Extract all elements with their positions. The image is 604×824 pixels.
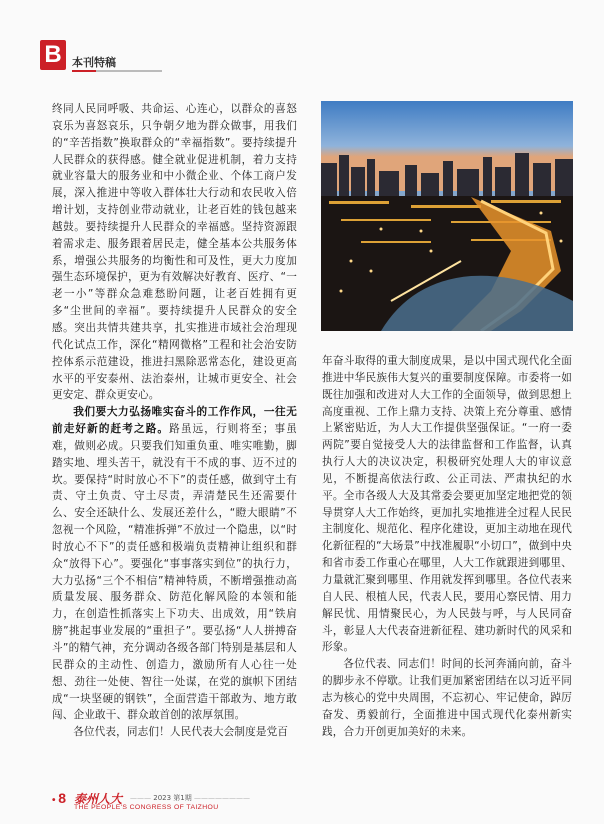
magazine-english-name: THE PEOPLE'S CONGRESS OF TAIZHOU xyxy=(74,804,219,811)
left-text-column xyxy=(52,101,297,741)
paragraph: 终同人民同呼吸、共命运、心连心，以群众的喜怒哀乐为喜怒哀乐，只争朝夕地为群众做事，用我们的“辛苦指数”换取群众的“幸福指数”。要持续提升人民群众的获得感。健全就业促进机制，着力支持就业容量大的服务业和中小微企业、个体工商户发展，深入推进中等收入群体壮大行动和农民收入倍增计划，支持创业带动就业，让老百姓的钱包越来越鼓。要持续提升人民群众的幸福感。坚持资源跟着需求走、服务跟着居民走，健全基本公共服务体系，增强公共服务的均衡性和可及性，更大力度加强生态环境保护，更为有效解决好教育、医疗、“一老一小”等群众急难愁盼问题，让老百姓拥有更多“尘世间的幸福”。要持续提升人民群众的安全感。突出共情共建共享，扎实推进市域社会治理现代化试点工作，深化“精网微格”工程和社会治安防控体系示范建设，推进扫黑除恶常态化，建设更高水平的平安泰州、法治泰州，让城市更安全、社会更安定、群众更安心。 xyxy=(52,103,297,402)
paragraph-lead: 我们要大力弘扬唯实奋斗的工作作风，一往无前走好新的赶考之路。 xyxy=(52,406,297,436)
paragraph: 各位代表、同志们！时间的长河奔涌向前，奋斗的脚步永不停歇。让我们更加紧密团结在以习近平同志为核心的党中央周围，不忘初心、牢记使命，踔厉奋发、勇毅前行，全面推进中国式现代化泰州新实践，合力开创更加美好的未来。 xyxy=(322,658,572,738)
section-badge: B xyxy=(40,40,66,70)
city-skyline-illustration xyxy=(321,101,573,331)
right-text-column xyxy=(322,353,572,740)
magazine-name: 泰州人大 xyxy=(74,792,123,806)
page-number: • 8 xyxy=(52,790,66,806)
page-footer xyxy=(52,790,572,810)
paragraph: 各位代表，同志们！人民代表大会制度是党百 xyxy=(73,726,289,739)
section-label: 本刊特稿 xyxy=(72,56,116,69)
city-night-photo xyxy=(321,101,573,331)
paragraph: 我们要大力弘扬唯实奋斗的工作作风，一往无前走好新的赶考之路。路虽远，行则将至；事虽难，做则必成。只要我们知重负重、唯实唯勤，脚踏实地、埋头苦干，就没有干不成的事、迈不过的坎。要保持“时时放心不下”的责任感，做到守土有责、守土负责、守土尽责，弄清楚民生还需要什么、安全还缺什么、发展还差什么，“瞪大眼睛”不忽视一个风险，“精准拆弹”不放过一个隐患，以“时时放心不下”的责任感和极端负责精神让组织和群众“放得下心”。要强化“事事落实到位”的执行力，大力弘扬“三个不相信”精神特质，不断增强推动高质量发展、服务群众、防范化解风险的本领和能力，在创造性抓落实上下功夫、出成效，用“铁肩膀”挑起事业发展的“重担子”。要弘扬“人人拼搏奋斗”的精气神，充分调动各级各部门特别是基层和人民群众的主动性、创造力，激励所有人心往一处想、劲往一处使、智往一处谋，在党的旗帜下团结成“一块坚硬的钢铁”，全面营造干部敢为、地方敢闯、企业敢干、群众敢首创的浓厚氛围。 xyxy=(52,406,297,722)
header-rule xyxy=(72,70,162,72)
issue-label: ——— 2023 第1期 ————— xyxy=(130,793,250,803)
paragraph: 年奋斗取得的重大制度成果，是以中国式现代化全面推进中华民族伟大复兴的重要制度保障。市委将一如既往加强和改进对人大工作的全面领导，做到思想上高度重视、工作上鼎力支持、决策上充分尊重、感情上紧密贴近，为人大工作提供坚强保证。“一府一委两院”要自觉接受人大的法律监督和工作监督，认真执行人大的决议决定，积极研究处理人大的审议意见，不断提高依法行政、公正司法、严肃执纪的水平。全市各级人大及其常委会要更加坚定地把党的领导贯穿人大工作始终，更加扎实地推进全过程人民民主制度化、规范化、程序化建设，更加主动地在现代化新征程的“大场景”中找准履职“小切口”，做到中央和省市委工作重心在哪里，人大工作就跟进到哪里、力量就汇聚到哪里、作用就发挥到哪里。各位代表来自人民、根植人民，代表人民，要用心察民情、用力解民忧、用情聚民心，为人民鼓与呼，与人民同奋斗，彰显人大代表奋进新征程、建功新时代的风采和形象。 xyxy=(322,355,572,654)
